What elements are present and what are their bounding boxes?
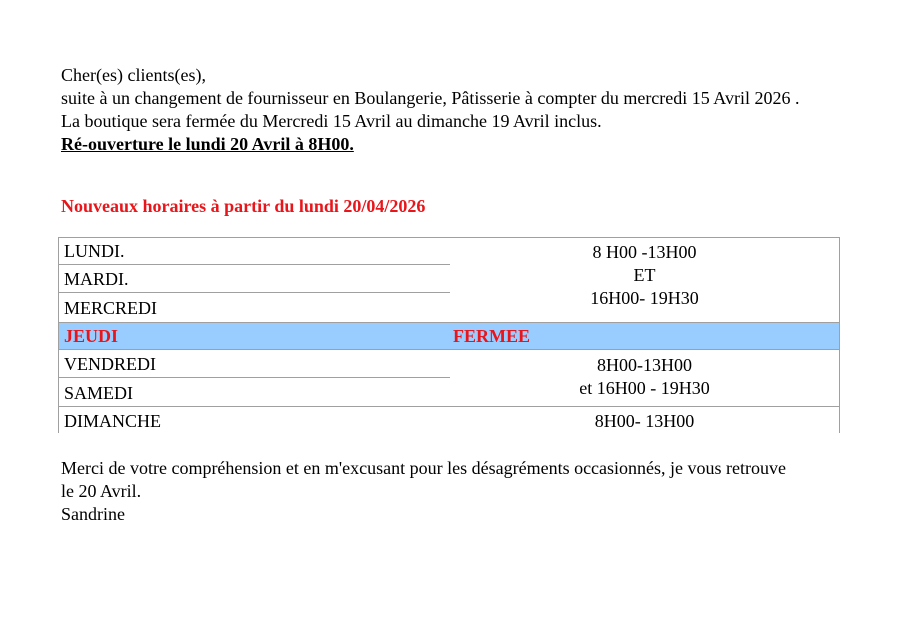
intro-message bbox=[61, 64, 841, 156]
hours-mon-wed bbox=[450, 241, 839, 310]
closure-notice: La boutique sera fermée du Mercredi 15 Avril au dimanche 19 Avril inclus. bbox=[61, 111, 602, 131]
hours-and: ET bbox=[633, 265, 656, 285]
day-sunday: DIMANCHE bbox=[64, 411, 161, 431]
hours-fri-sat-afternoon: et 16H00 - 19H30 bbox=[579, 378, 710, 398]
thanks-line-1: Merci de votre compréhension et en m'excusant pour les désagréments occasionnés, je vous retrouve bbox=[61, 458, 787, 478]
closing-message bbox=[61, 457, 851, 526]
day-friday: VENDREDI bbox=[59, 350, 450, 378]
reopening-notice: Ré-ouverture le lundi 20 Avril à 8H00. bbox=[61, 134, 354, 154]
hours-sunday: 8H00- 13H00 bbox=[594, 411, 695, 431]
day-wednesday: MERCREDI bbox=[64, 298, 158, 318]
hours-morning: 8 H00 -13H00 bbox=[592, 242, 697, 262]
day-tuesday: MARDI. bbox=[59, 265, 450, 293]
schedule-table bbox=[58, 237, 840, 433]
thanks-line-2: le 20 Avril. bbox=[61, 481, 142, 501]
hours-fri-sat-morning: 8H00-13H00 bbox=[597, 355, 692, 375]
day-saturday: SAMEDI bbox=[64, 383, 134, 403]
day-monday: LUNDI. bbox=[59, 237, 450, 265]
greeting: Cher(es) clients(es), bbox=[61, 65, 206, 85]
hours-afternoon: 16H00- 19H30 bbox=[590, 288, 699, 308]
closed-day-row bbox=[59, 322, 839, 350]
day-thursday: JEUDI bbox=[64, 326, 119, 346]
new-hours-heading: Nouveaux horaires à partir du lundi 20/04/2026 bbox=[61, 196, 426, 216]
supplier-change-notice: suite à un changement de fournisseur en Boulangerie, Pâtisserie à compter du mercredi 15 Avril 2026 . bbox=[61, 88, 800, 108]
hours-fri-sat bbox=[450, 354, 839, 400]
closed-label: FERMEE bbox=[453, 326, 531, 346]
signature: Sandrine bbox=[61, 504, 125, 524]
